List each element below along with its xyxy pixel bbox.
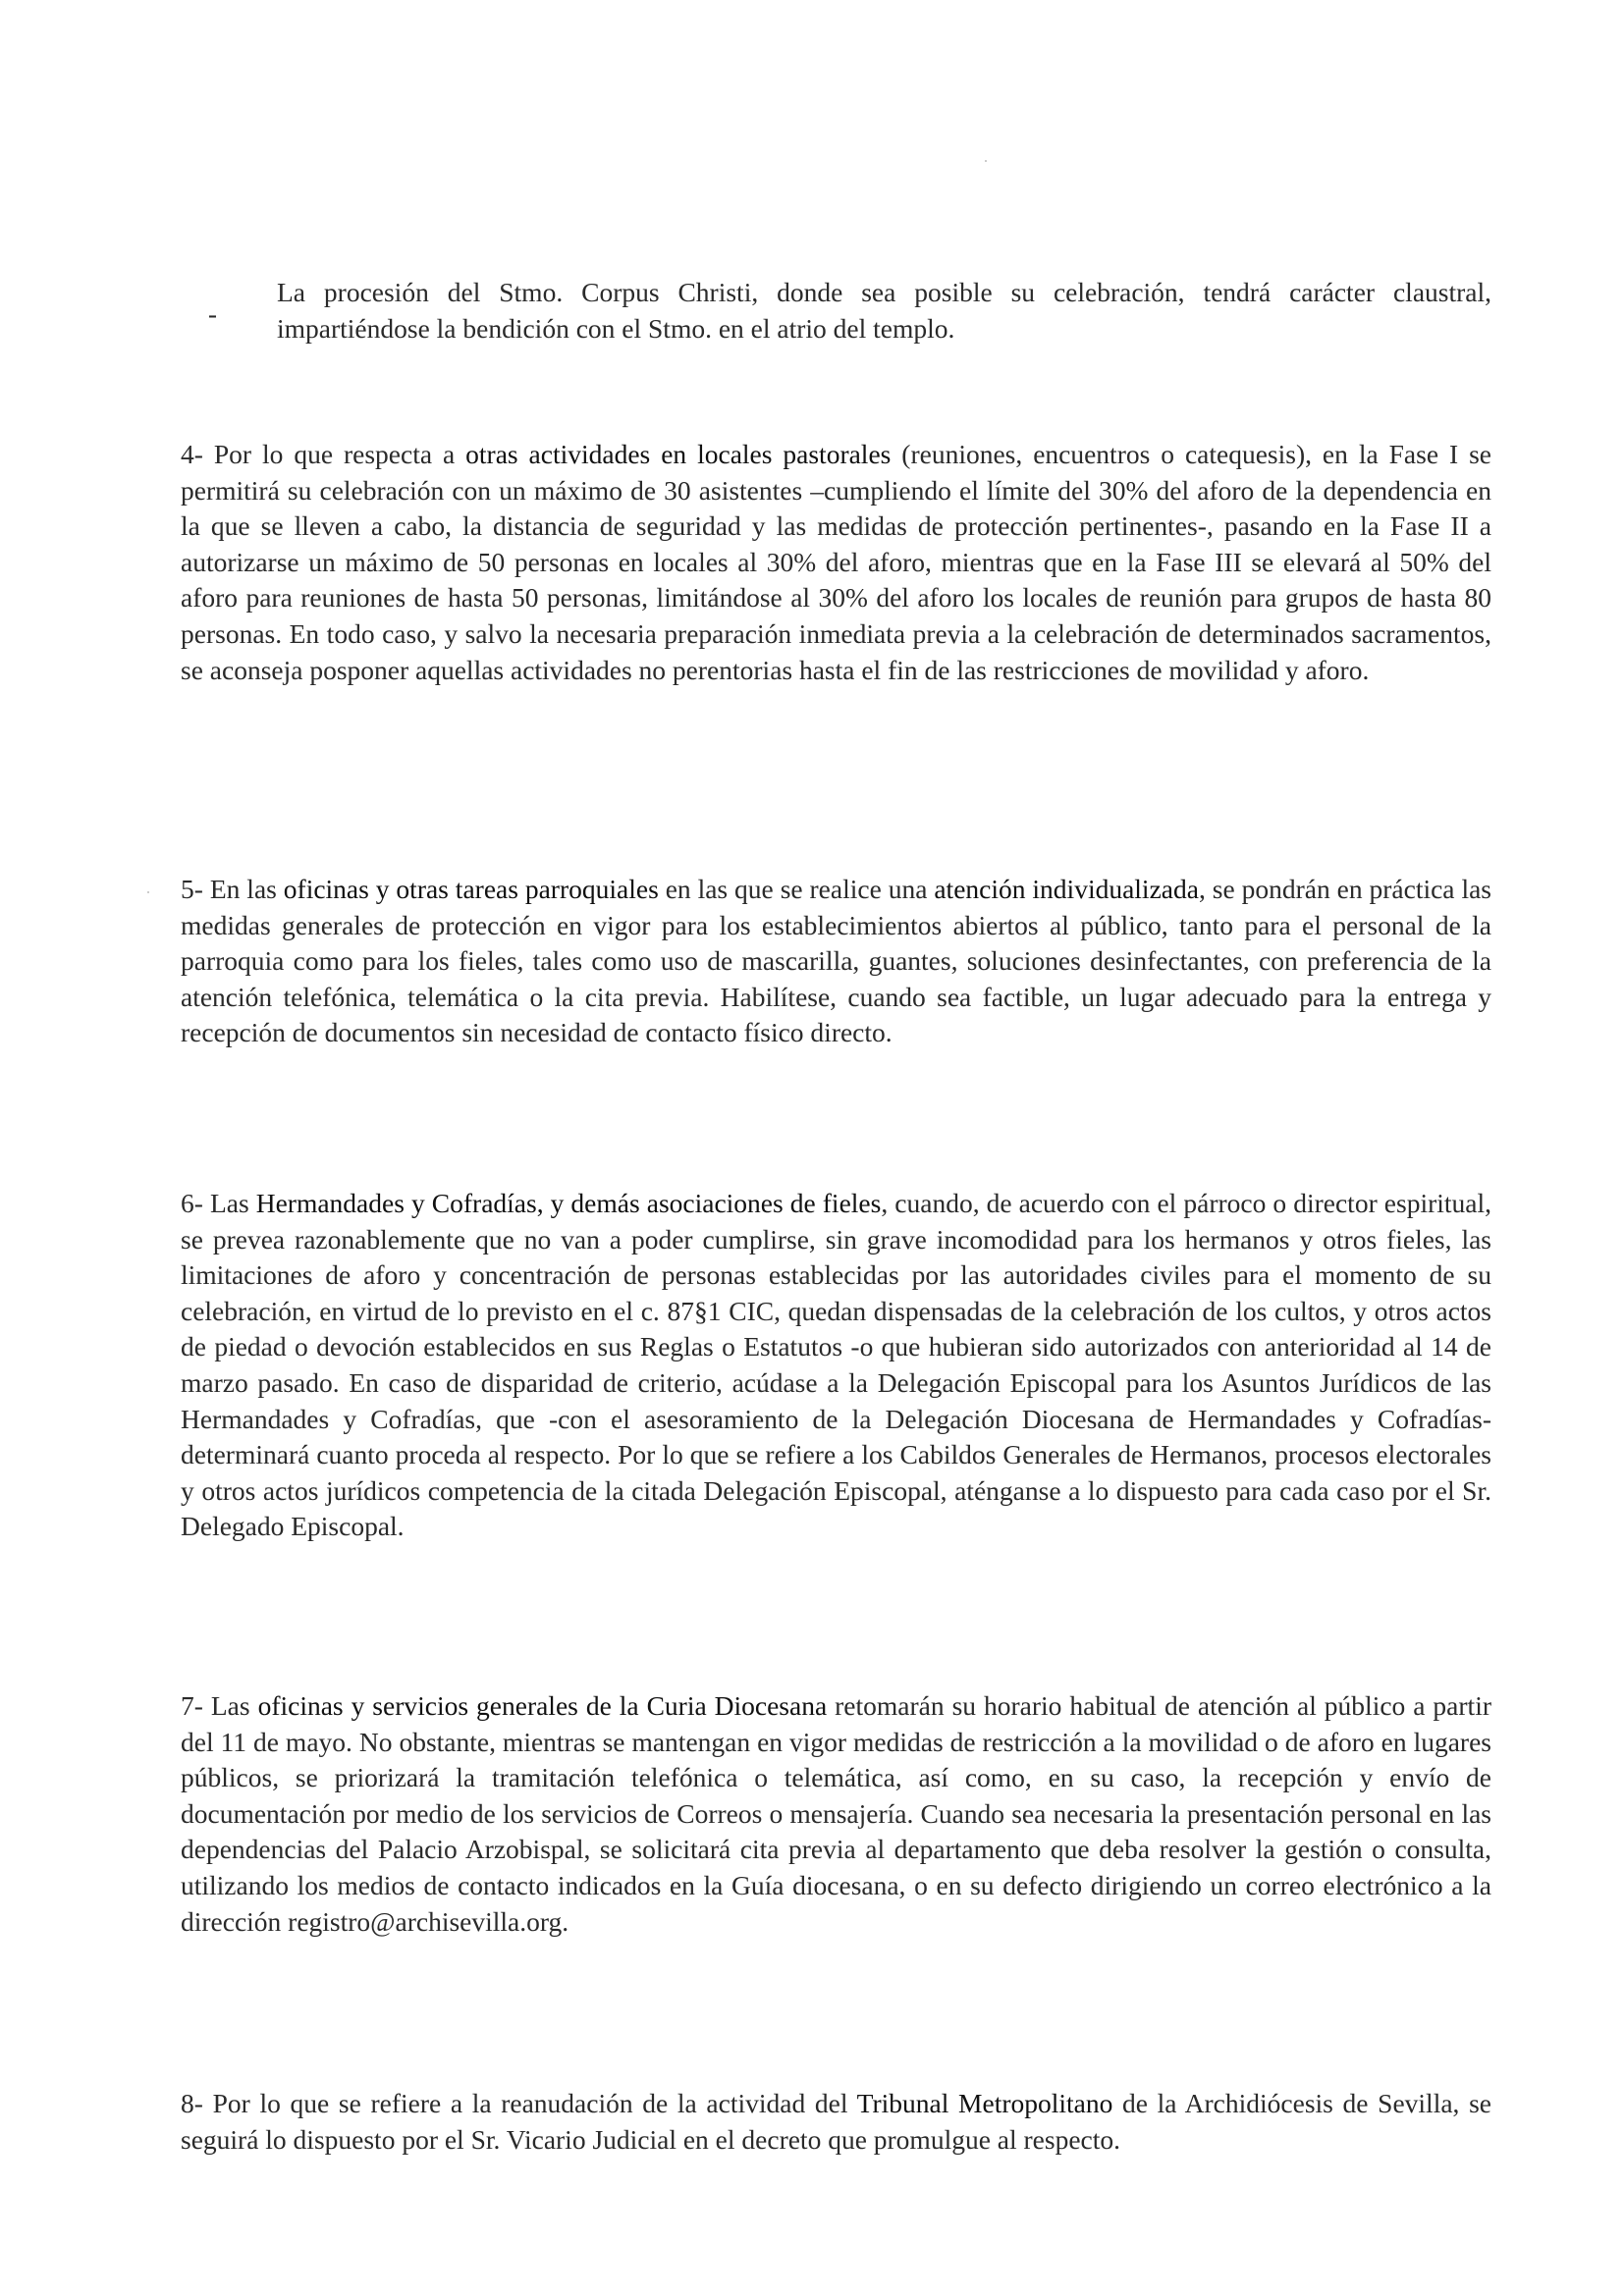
- scan-speck: [985, 160, 987, 162]
- paragraph-4: [181, 437, 1491, 688]
- paragraph-text: 4- Por lo que respecta a: [181, 439, 466, 469]
- highlighted-term: otras actividades en locales pastorales: [465, 439, 892, 469]
- paragraph-corpus-christi: [277, 275, 1491, 347]
- paragraph-text: 8- Por lo que se refiere a la reanudación de la actividad del: [181, 2088, 857, 2118]
- paragraph-text: (reuniones, encuentros o catequesis), en la Fase I se permitirá su celebración con un máximo de 30 asistentes –cumpliendo el límite del 30% del aforo de la dependencia en la que se lleven a cabo, la distancia de seguridad y las medidas de protección pertinentes-, pasando en la Fase II a autorizarse un máximo de 50 personas en locales al 30% del aforo, mientras que en la Fase III se elevará al 50% del aforo para reuniones de hasta 50 personas, limitándose al 30% del aforo los locales de reunión para grupos de hasta 80 personas. En todo caso, y salvo la necesaria preparación inmediata previa a la celebración de determinados sacramentos, se aconseja posponer aquellas actividades no perentorias hasta el fin de las restricciones de movilidad y aforo.: [181, 439, 1491, 685]
- highlighted-term: oficinas y otras tareas parroquiales: [283, 874, 659, 904]
- scan-speck: [147, 891, 149, 893]
- paragraph-text: retomarán su horario habitual de atención al público a partir del 11 de mayo. No obstante, mientras se mantengan en vigor medidas de restricción a la movilidad o de aforo en lugares públicos, se priorizará la tramitación telefónica o telemática, así como, en su caso, la recepción y envío de documentación por medio de los servicios de Correos o mensajería. Cuando sea necesaria la presentación personal en las dependencias del Palacio Arzobispal, se solicitará cita previa al departamento que deba resolver la gestión o consulta, utilizando los medios de contacto indicados en la Guía diocesana, o en su defecto dirigiendo un correo electrónico a la dirección registro@archisevilla.org.: [181, 1690, 1491, 1937]
- highlighted-term: atención individualizada: [934, 874, 1199, 904]
- paragraph-text: , cuando, de acuerdo con el párroco o director espiritual, se prevea razonablemente que no van a poder cumplirse, sin grave incomodidad para los hermanos y otros fieles, las limitaciones de aforo y concentración de personas establecidas por las autoridades civiles para el momento de su celebración, en virtud de lo previsto en el c. 87§1 CIC, quedan dispensadas de la celebración de los cultos, y otros actos de piedad o devoción establecidos en sus Reglas o Estatutos -o que hubieran sido autorizados con anterioridad al 14 de marzo pasado. En caso de disparidad de criterio, acúdase a la Delegación Episcopal para los Asuntos Jurídicos de las Hermandades y Cofradías, que -con el asesoramiento de la Delegación Diocesana de Hermandades y Cofradías- determinará cuanto proceda al respecto. Por lo que se refiere a los Cabildos Generales de Hermanos, procesos electorales y otros actos jurídicos competencia de la citada Delegación Episcopal, aténganse a lo dispuesto para cada caso por el Sr. Delegado Episcopal.: [181, 1188, 1491, 1542]
- paragraph-text: , se pondrán en práctica las medidas generales de protección en vigor para los establecimientos abiertos al público, tanto para el personal de la parroquia como para los fieles, tales como uso de mascarilla, guantes, soluciones desinfectantes, con preferencia de la atención telefónica, telemática o la cita previa. Habilítese, cuando sea factible, un lugar adecuado para la entrega y recepción de documentos sin necesidad de contacto físico directo.: [181, 874, 1491, 1048]
- paragraph-6: [181, 1186, 1491, 1545]
- highlighted-term: Hermandades y Cofradías, y demás asociaciones de fieles: [255, 1188, 882, 1218]
- paragraph-text: 6- Las: [181, 1188, 256, 1218]
- paragraph-text: La procesión del Stmo. Corpus Christi, donde sea posible su celebración, tendrá carácter claustral, impartiéndose la bendición con el Stmo. en el atrio del templo.: [277, 277, 1491, 344]
- paragraph-7: [181, 1688, 1491, 1940]
- paragraph-text: 7- Las: [181, 1690, 258, 1721]
- highlighted-term: Tribunal Metropolitano: [856, 2088, 1113, 2118]
- paragraph-text: en las que se realice una: [658, 874, 935, 904]
- paragraph-text: 5- En las: [181, 874, 284, 904]
- paragraph-8: [181, 2086, 1491, 2158]
- list-bullet: -: [208, 299, 217, 329]
- paragraph-text: de la Archidiócesis de Sevilla, se seguirá lo dispuesto por el Sr. Vicario Judicial en el decreto que promulgue al respecto.: [181, 2088, 1491, 2155]
- paragraph-5: [181, 872, 1491, 1051]
- highlighted-term: oficinas y servicios generales de la Curia Diocesana: [257, 1690, 828, 1721]
